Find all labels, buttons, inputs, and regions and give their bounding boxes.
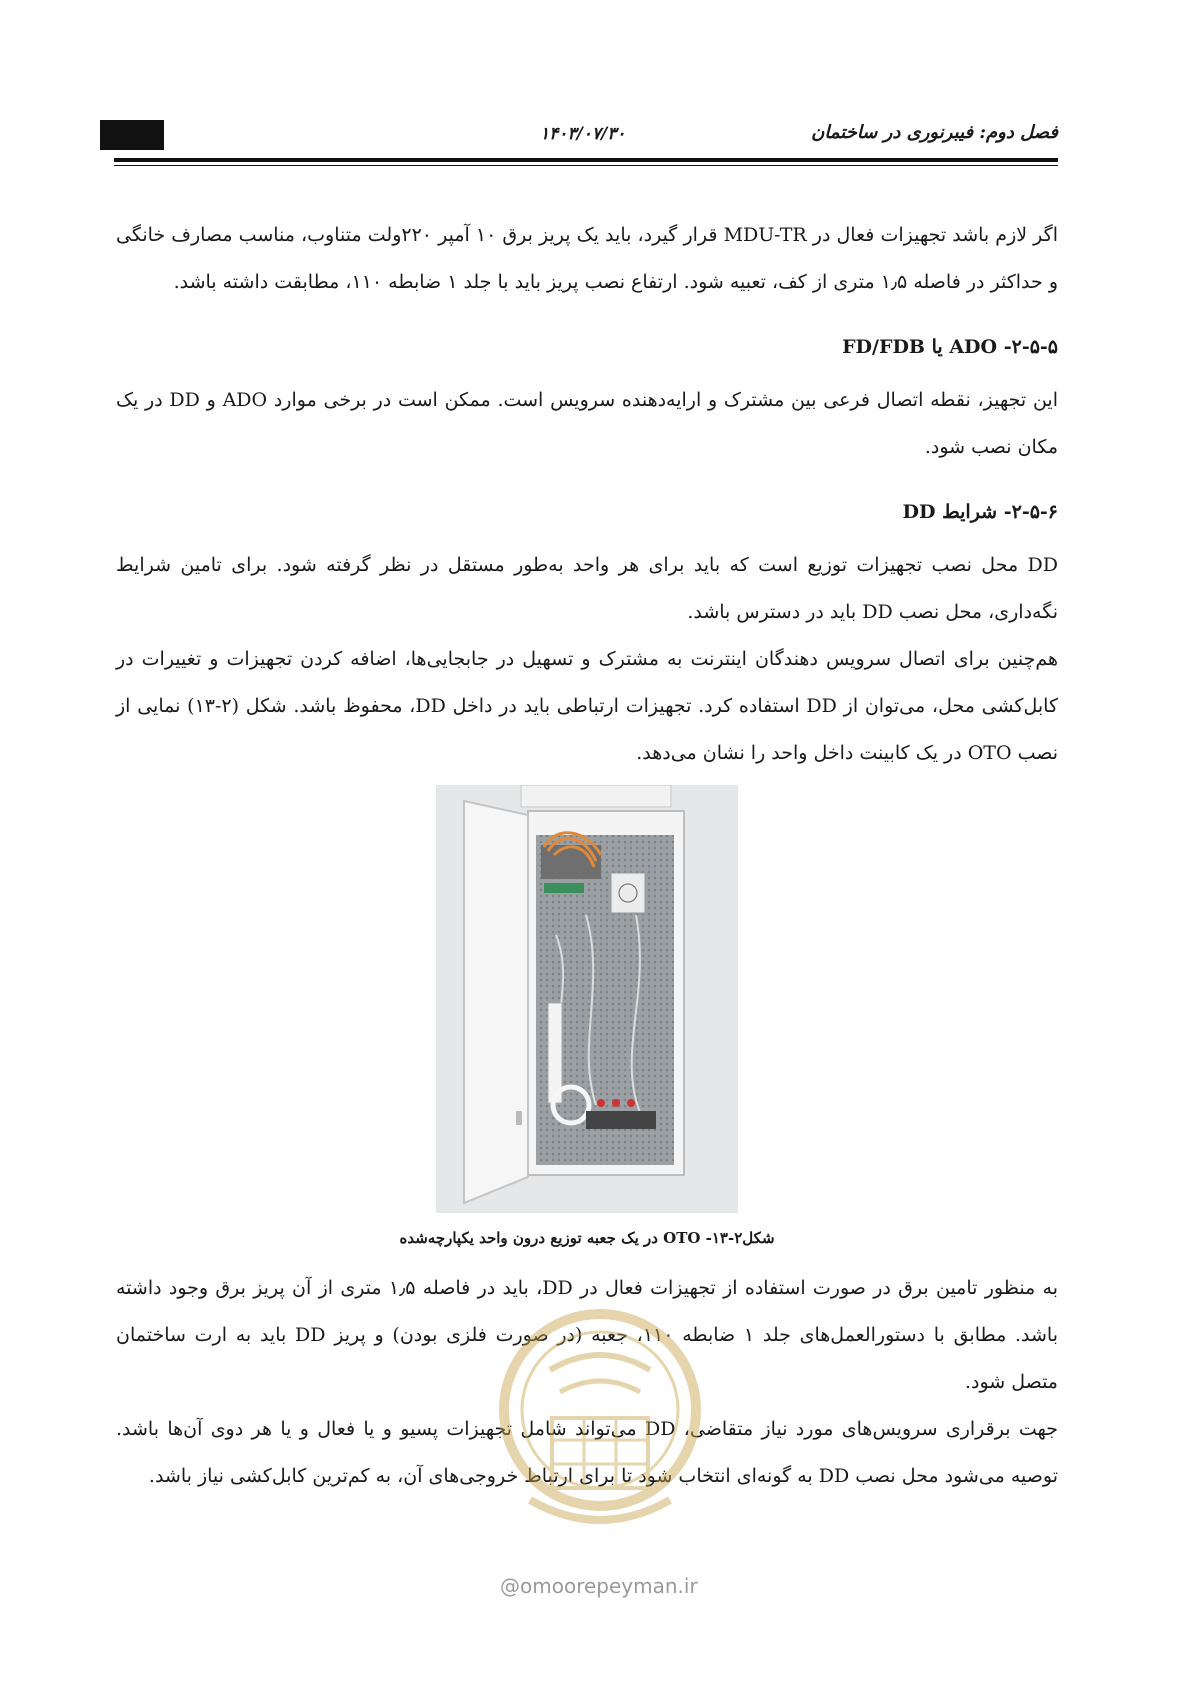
page-header: [100, 118, 1058, 164]
paragraph: DD محل نصب تجهیزات توزیع است که باید برای هر واحد به‌طور مستقل در نظر گرفته شود. برای تامین شرایط نگه‌داری، محل نصب DD باید در دسترس باشد.: [116, 554, 1058, 623]
figure-caption: شکل۲-۱۳- OTO در یک جعبه توزیع درون واحد یکپارچه‌شده: [399, 1229, 775, 1247]
distribution-box-illustration: [436, 785, 738, 1213]
header-chapter-title: فصل دوم: فیبرنوری در ساختمان: [811, 122, 1058, 143]
page-number-box: [100, 120, 164, 150]
paragraph: اگر لازم باشد تجهیزات فعال در MDU-TR قرار گیرد، باید یک پریز برق ۱۰ آمپر ۲۲۰ولت متناوب، مناسب مصارف خانگی و حداکثر در فاصله ۱٫۵ متری از کف، تعبیه شود. ارتفاع نصب پریز باید با جلد ۱ ضابطه ۱۱۰، مطابقت داشته باشد.: [116, 224, 1058, 293]
watermark-seal: [490, 1300, 710, 1560]
section-heading: ۲-۵-۵- ADO یا FD/FDB: [842, 336, 1058, 358]
seal-logo-icon: [490, 1300, 710, 1560]
section-heading: ۲-۵-۶- شرایط DD: [902, 501, 1058, 523]
header-date: ۱۴۰۳/۰۷/۳۰: [540, 124, 626, 144]
paragraph: هم‌چنین برای اتصال سرویس دهندگان اینترنت به مشترک و تسهیل در جابجایی‌ها، اضافه کردن تجهیزات و تغییرات در کابل‌کشی محل، می‌توان از DD استفاده کرد. تجهیزات ارتباطی باید در داخل DD، محفوظ باشد. شکل (۲-۱۳) نمایی از نصب OTO در یک کابینت داخل واحد را نشان می‌دهد.: [116, 648, 1058, 764]
header-rule-thin: [114, 165, 1058, 166]
paragraph: جهت برقراری سرویس‌های مورد نیاز متقاضی، DD می‌تواند شامل تجهیزات پسیو و یا فعال و یا هر دوی آن‌ها باشد. توصیه می‌شود محل نصب DD به گونه‌ای انتخاب شود تا برای ارتباط خروجی‌های آن، به کم‌ترین کابل‌کشی نیاز باشد.: [116, 1418, 1058, 1487]
cabinet-photo: [436, 785, 738, 1213]
header-rule: [114, 158, 1058, 162]
watermark-url: @omoorepeyman.ir: [500, 1574, 698, 1598]
paragraph: به منظور تامین برق در صورت استفاده از تجهیزات فعال در DD، باید در فاصله ۱٫۵ متری از آن پریز برق وجود داشته باشد. مطابق با دستورالعمل‌های جلد ۱ ضابطه ۱۱۰، جعبه (در صورت فلزی بودن) و پریز DD باید به ارت ساختمان متصل شود.: [116, 1277, 1059, 1393]
paragraph: این تجهیز، نقطه اتصال فرعی بین مشترک و ارایه‌دهنده سرویس است. ممکن است در برخی موارد ADO و DD در یک مکان نصب شود.: [116, 389, 1058, 458]
